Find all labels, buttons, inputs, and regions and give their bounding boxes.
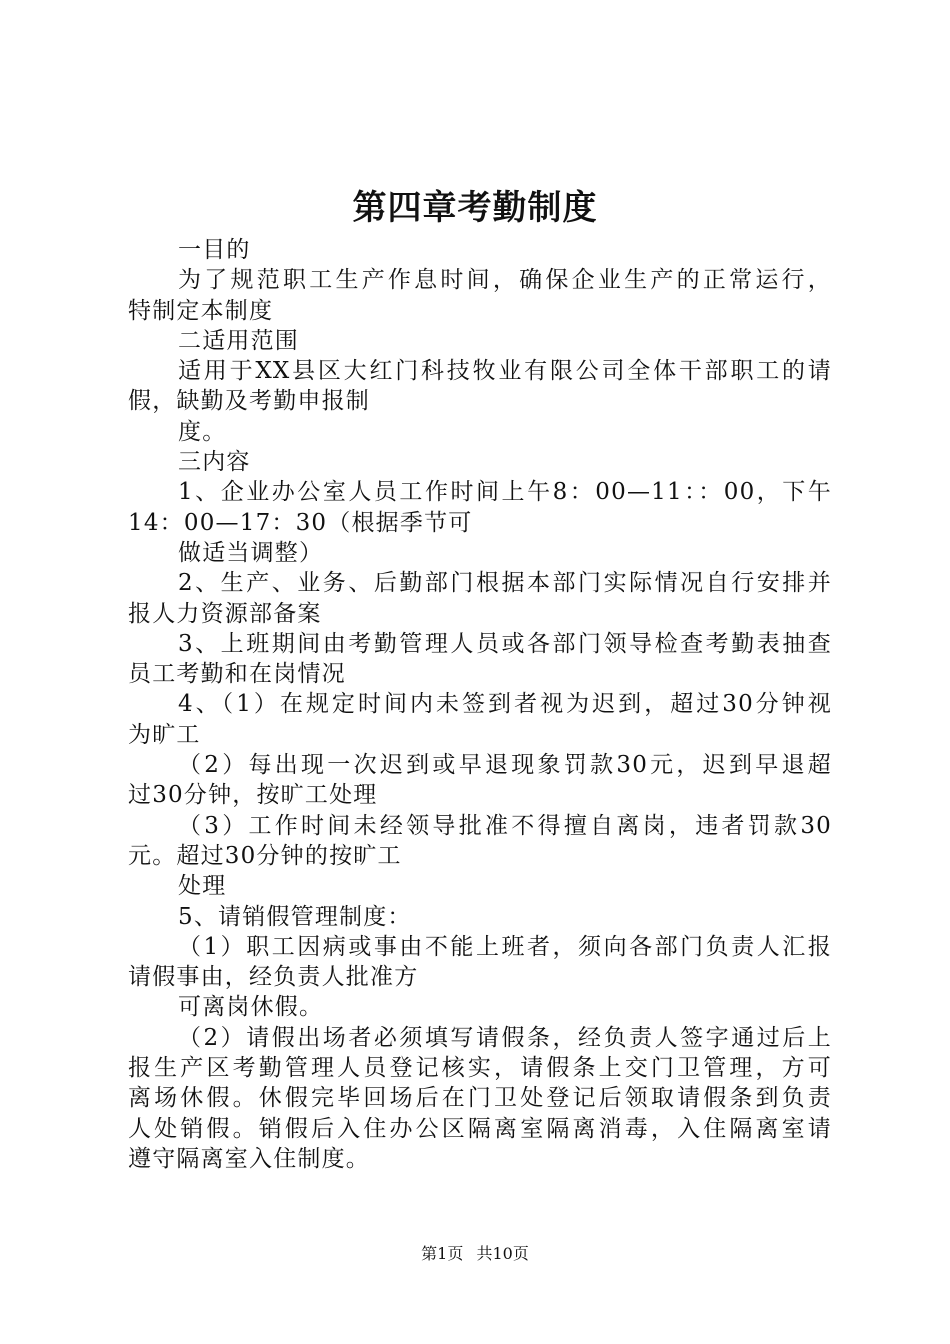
paragraph-line: （1）职工因病或事由不能上班者，须向各部门负责人汇报: [178, 933, 832, 960]
page-total: 共10页: [476, 1244, 529, 1263]
paragraph-line: 适用于XX县区大红门科技牧业有限公司全体干部职工的请: [178, 358, 832, 385]
page-footer: [0, 1242, 950, 1266]
paragraph-line: 4、（1）在规定时间内未签到者视为迟到，超过30分钟视: [178, 691, 832, 718]
paragraph-line: 2、生产、业务、后勤部门根据本部门实际情况自行安排并: [178, 570, 832, 597]
paragraph-line: 元。超过30分钟的按旷工: [128, 842, 402, 869]
paragraph-line: 过30分钟，按旷工处理: [128, 782, 378, 809]
paragraph-line: 度。: [178, 418, 227, 445]
paragraph-line: 处理: [178, 873, 227, 900]
section-heading-content: 三内容: [178, 449, 251, 476]
paragraph-line: （3）工作时间未经领导批准不得擅自离岗，违者罚款30: [178, 812, 832, 839]
paragraph-line: 做适当调整）: [178, 539, 324, 566]
document-body: [128, 235, 832, 1174]
paragraph-line: （2）请假出场者必须填写请假条，经负责人签字通过后上: [178, 1024, 832, 1051]
paragraph-line: 3、上班期间由考勤管理人员或各部门领导检查考勤表抽查: [178, 630, 832, 657]
paragraph-line: 为了规范职工生产作息时间，确保企业生产的正常运行，: [178, 267, 832, 294]
paragraph-line: 1、企业办公室人员工作时间上午8：00—11：：00，下午: [178, 479, 832, 506]
paragraph-line: 人处销假。销假后入住办公区隔离室隔离消毒，入住隔离室请: [128, 1115, 832, 1142]
paragraph-line: 14：00—17：30（根据季节可: [128, 509, 473, 536]
paragraph-line: 假，缺勤及考勤申报制: [128, 388, 370, 415]
page-number: 第1页: [421, 1244, 464, 1263]
paragraph-line: 特制定本制度: [128, 297, 274, 324]
paragraph-line: 5、请销假管理制度：: [178, 903, 412, 930]
paragraph-line: 请假事由，经负责人批准方: [128, 964, 419, 991]
paragraph-line: （2）每出现一次迟到或早退现象罚款30元，迟到早退超: [178, 752, 832, 779]
document-title: 第四章考勤制度: [352, 188, 598, 228]
section-heading-purpose: 一目的: [178, 237, 251, 263]
paragraph-line: 员工考勤和在岗情况: [128, 661, 346, 688]
paragraph-line: 遵守隔离室入住制度。: [128, 1145, 370, 1172]
paragraph-line: 为旷工: [128, 721, 201, 748]
paragraph-line: 报人力资源部备案: [128, 600, 322, 627]
paragraph-line: 报生产区考勤管理人员登记核实，请假条上交门卫管理，方可: [128, 1055, 832, 1082]
paragraph-line: 离场休假。休假完毕回场后在门卫处登记后领取请假条到负责: [128, 1085, 832, 1112]
paragraph-line: 可离岗休假。: [178, 994, 324, 1021]
section-heading-scope: 二适用范围: [178, 327, 299, 354]
